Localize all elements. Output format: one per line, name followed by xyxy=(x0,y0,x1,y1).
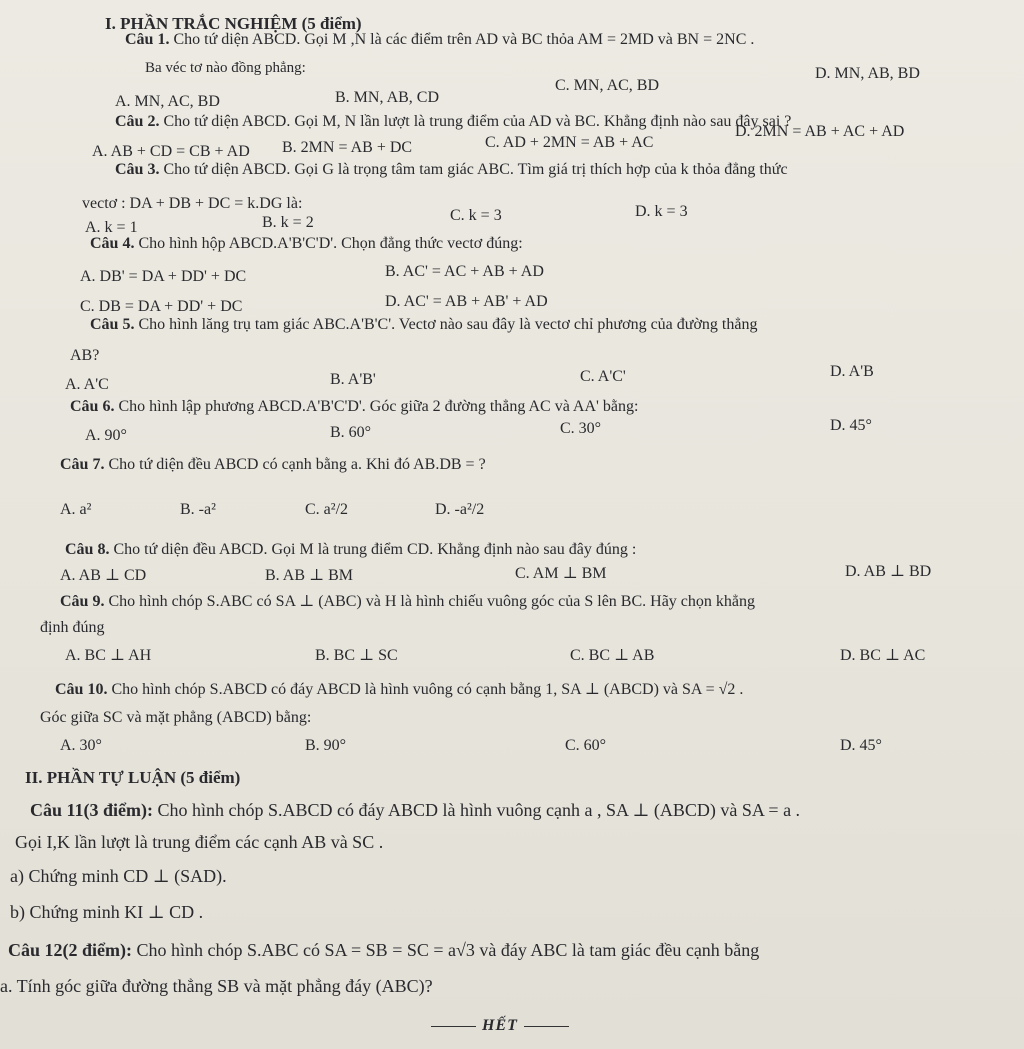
q3-option-d[interactable]: D. k = 3 xyxy=(635,203,688,220)
q10-option-d[interactable]: D. 45° xyxy=(840,737,882,754)
question-7-text: Cho tứ diện đều ABCD có cạnh bằng a. Khi đó AB.DB = ? xyxy=(108,456,486,473)
question-11-text: Cho hình chóp S.ABCD có đáy ABCD là hình vuông cạnh a , SA ⊥ (ABCD) và SA = a . xyxy=(157,800,801,820)
question-12-label: Câu 12(2 điểm): xyxy=(8,940,132,960)
q4-option-d[interactable]: D. AC' = AB + AB' + AD xyxy=(385,293,548,310)
question-6-label: Câu 6. xyxy=(70,398,115,415)
question-11 xyxy=(30,800,800,820)
question-5-text: Cho hình lăng trụ tam giác ABC.A'B'C'. Vectơ nào sau đây là vectơ chỉ phương của đường thẳng xyxy=(138,316,758,333)
question-3-text: Cho tứ diện ABCD. Gọi G là trọng tâm tam giác ABC. Tìm giá trị thích hợp của k thỏa đẳng thức xyxy=(163,161,788,178)
q10-option-a[interactable]: A. 30° xyxy=(60,737,102,754)
question-4-text: Cho hình hộp ABCD.A'B'C'D'. Chọn đẳng thức vectơ đúng: xyxy=(138,235,523,252)
q2-option-d[interactable]: D. 2MN = AB + AC + AD xyxy=(735,123,905,140)
q1-option-c[interactable]: C. MN, AC, BD xyxy=(555,77,660,94)
q7-option-b[interactable]: B. -a² xyxy=(180,501,216,518)
question-6-text: Cho hình lập phương ABCD.A'B'C'D'. Góc giữa 2 đường thẳng AC và AA' bằng: xyxy=(118,398,639,415)
question-8-text: Cho tứ diện đều ABCD. Gọi M là trung điểm CD. Khẳng định nào sau đây đúng : xyxy=(113,541,637,558)
section-1-title: I. PHẦN TRẮC NGHIỆM (5 điểm) xyxy=(105,14,362,33)
question-9-text: Cho hình chóp S.ABC có SA ⊥ (ABC) và H là hình chiếu vuông góc của S lên BC. Hãy chọn khẳng xyxy=(108,593,755,610)
question-9 xyxy=(60,592,755,612)
q8-option-b[interactable]: B. AB ⊥ BM xyxy=(265,567,353,584)
question-5-label: Câu 5. xyxy=(90,316,135,333)
question-3-label: Câu 3. xyxy=(115,161,160,178)
question-8-label: Câu 8. xyxy=(65,541,110,558)
question-11-text-2: Gọi I,K lần lượt là trung điểm các cạnh AB và SC . xyxy=(15,832,384,852)
q1-option-d[interactable]: D. MN, AB, BD xyxy=(815,65,920,82)
q3-option-c[interactable]: C. k = 3 xyxy=(450,207,502,224)
q5-option-b[interactable]: B. A'B' xyxy=(330,371,376,388)
q1-option-a[interactable]: A. MN, AC, BD xyxy=(115,93,220,110)
question-9-label: Câu 9. xyxy=(60,593,105,610)
question-10-text: Cho hình chóp S.ABCD có đáy ABCD là hình vuông có cạnh bằng 1, SA ⊥ (ABCD) và SA = √2 . xyxy=(111,681,744,698)
question-12 xyxy=(8,940,759,960)
q2-option-c[interactable]: C. AD + 2MN = AB + AC xyxy=(485,134,654,151)
q3-option-b[interactable]: B. k = 2 xyxy=(262,214,314,231)
q8-option-c[interactable]: C. AM ⊥ BM xyxy=(515,565,607,582)
end-mark xyxy=(425,1016,575,1036)
q9-option-a[interactable]: A. BC ⊥ AH xyxy=(65,647,152,664)
question-3-text-2: vectơ : DA + DB + DC = k.DG là: xyxy=(82,195,303,212)
question-5 xyxy=(90,315,757,335)
question-5-text-2: AB? xyxy=(70,347,100,364)
q8-option-a[interactable]: A. AB ⊥ CD xyxy=(60,567,147,584)
q3-option-a[interactable]: A. k = 1 xyxy=(85,219,138,236)
q6-option-c[interactable]: C. 30° xyxy=(560,420,602,437)
q6-option-b[interactable]: B. 60° xyxy=(330,424,372,441)
q2-option-a[interactable]: A. AB + CD = CB + AD xyxy=(92,143,250,160)
q8-option-d[interactable]: D. AB ⊥ BD xyxy=(845,563,932,580)
q6-option-d[interactable]: D. 45° xyxy=(830,417,872,434)
question-7 xyxy=(60,455,486,475)
q5-option-d[interactable]: D. A'B xyxy=(830,363,874,380)
end-label: HẾT xyxy=(482,1017,518,1034)
question-1 xyxy=(125,30,754,50)
question-10-text-2: Góc giữa SC và mặt phẳng (ABCD) bằng: xyxy=(40,709,312,726)
end-dash-right xyxy=(524,1026,569,1027)
section-2-title: II. PHẦN TỰ LUẬN (5 điểm) xyxy=(25,768,241,787)
q4-option-b[interactable]: B. AC' = AC + AB + AD xyxy=(385,263,544,280)
question-2 xyxy=(115,112,791,132)
q1-option-b[interactable]: B. MN, AB, CD xyxy=(335,89,440,106)
q9-option-b[interactable]: B. BC ⊥ SC xyxy=(315,647,398,664)
question-9-text-2: định đúng xyxy=(40,619,105,636)
question-2-label: Câu 2. xyxy=(115,113,160,130)
q7-option-a[interactable]: A. a² xyxy=(60,501,92,518)
question-11-part-a: a) Chứng minh CD ⊥ (SAD). xyxy=(10,866,227,886)
question-11-label: Câu 11(3 điểm): xyxy=(30,800,153,820)
q7-option-c[interactable]: C. a²/2 xyxy=(305,501,349,518)
q10-option-c[interactable]: C. 60° xyxy=(565,737,607,754)
question-10 xyxy=(55,680,743,700)
end-dash-left xyxy=(431,1026,476,1027)
q6-option-a[interactable]: A. 90° xyxy=(85,427,127,444)
question-6 xyxy=(70,397,638,417)
question-2-text: Cho tứ diện ABCD. Gọi M, N lần lượt là trung điểm của AD và BC. Khẳng định nào sau đây sai ? xyxy=(163,113,792,130)
q4-option-a[interactable]: A. DB' = DA + DD' + DC xyxy=(80,268,247,285)
question-4 xyxy=(90,234,523,254)
question-3 xyxy=(115,160,788,180)
q4-option-c[interactable]: C. DB = DA + DD' + DC xyxy=(80,298,243,315)
question-1-text: Cho tứ diện ABCD. Gọi M ,N là các điểm trên AD và BC thỏa AM = 2MD và BN = 2NC . xyxy=(173,31,755,48)
question-1-text-2: Ba véc tơ nào đồng phẳng: xyxy=(145,60,306,76)
question-10-label: Câu 10. xyxy=(55,681,108,698)
question-12-part-a: a. Tính góc giữa đường thẳng SB và mặt phẳng đáy (ABC)? xyxy=(0,976,433,996)
q10-option-b[interactable]: B. 90° xyxy=(305,737,347,754)
question-11-part-b: b) Chứng minh KI ⊥ CD . xyxy=(10,902,204,922)
q2-option-b[interactable]: B. 2MN = AB + DC xyxy=(282,139,413,156)
q5-option-a[interactable]: A. A'C xyxy=(65,376,109,393)
question-4-label: Câu 4. xyxy=(90,235,135,252)
question-1-label: Câu 1. xyxy=(125,31,170,48)
q5-option-c[interactable]: C. A'C' xyxy=(580,368,626,385)
question-12-text: Cho hình chóp S.ABC có SA = SB = SC = a√3 và đáy ABC là tam giác đều cạnh bằng xyxy=(136,940,760,960)
q7-option-d[interactable]: D. -a²/2 xyxy=(435,501,485,518)
question-8 xyxy=(65,540,636,560)
q9-option-d[interactable]: D. BC ⊥ AC xyxy=(840,647,926,664)
q9-option-c[interactable]: C. BC ⊥ AB xyxy=(570,647,655,664)
question-7-label: Câu 7. xyxy=(60,456,105,473)
